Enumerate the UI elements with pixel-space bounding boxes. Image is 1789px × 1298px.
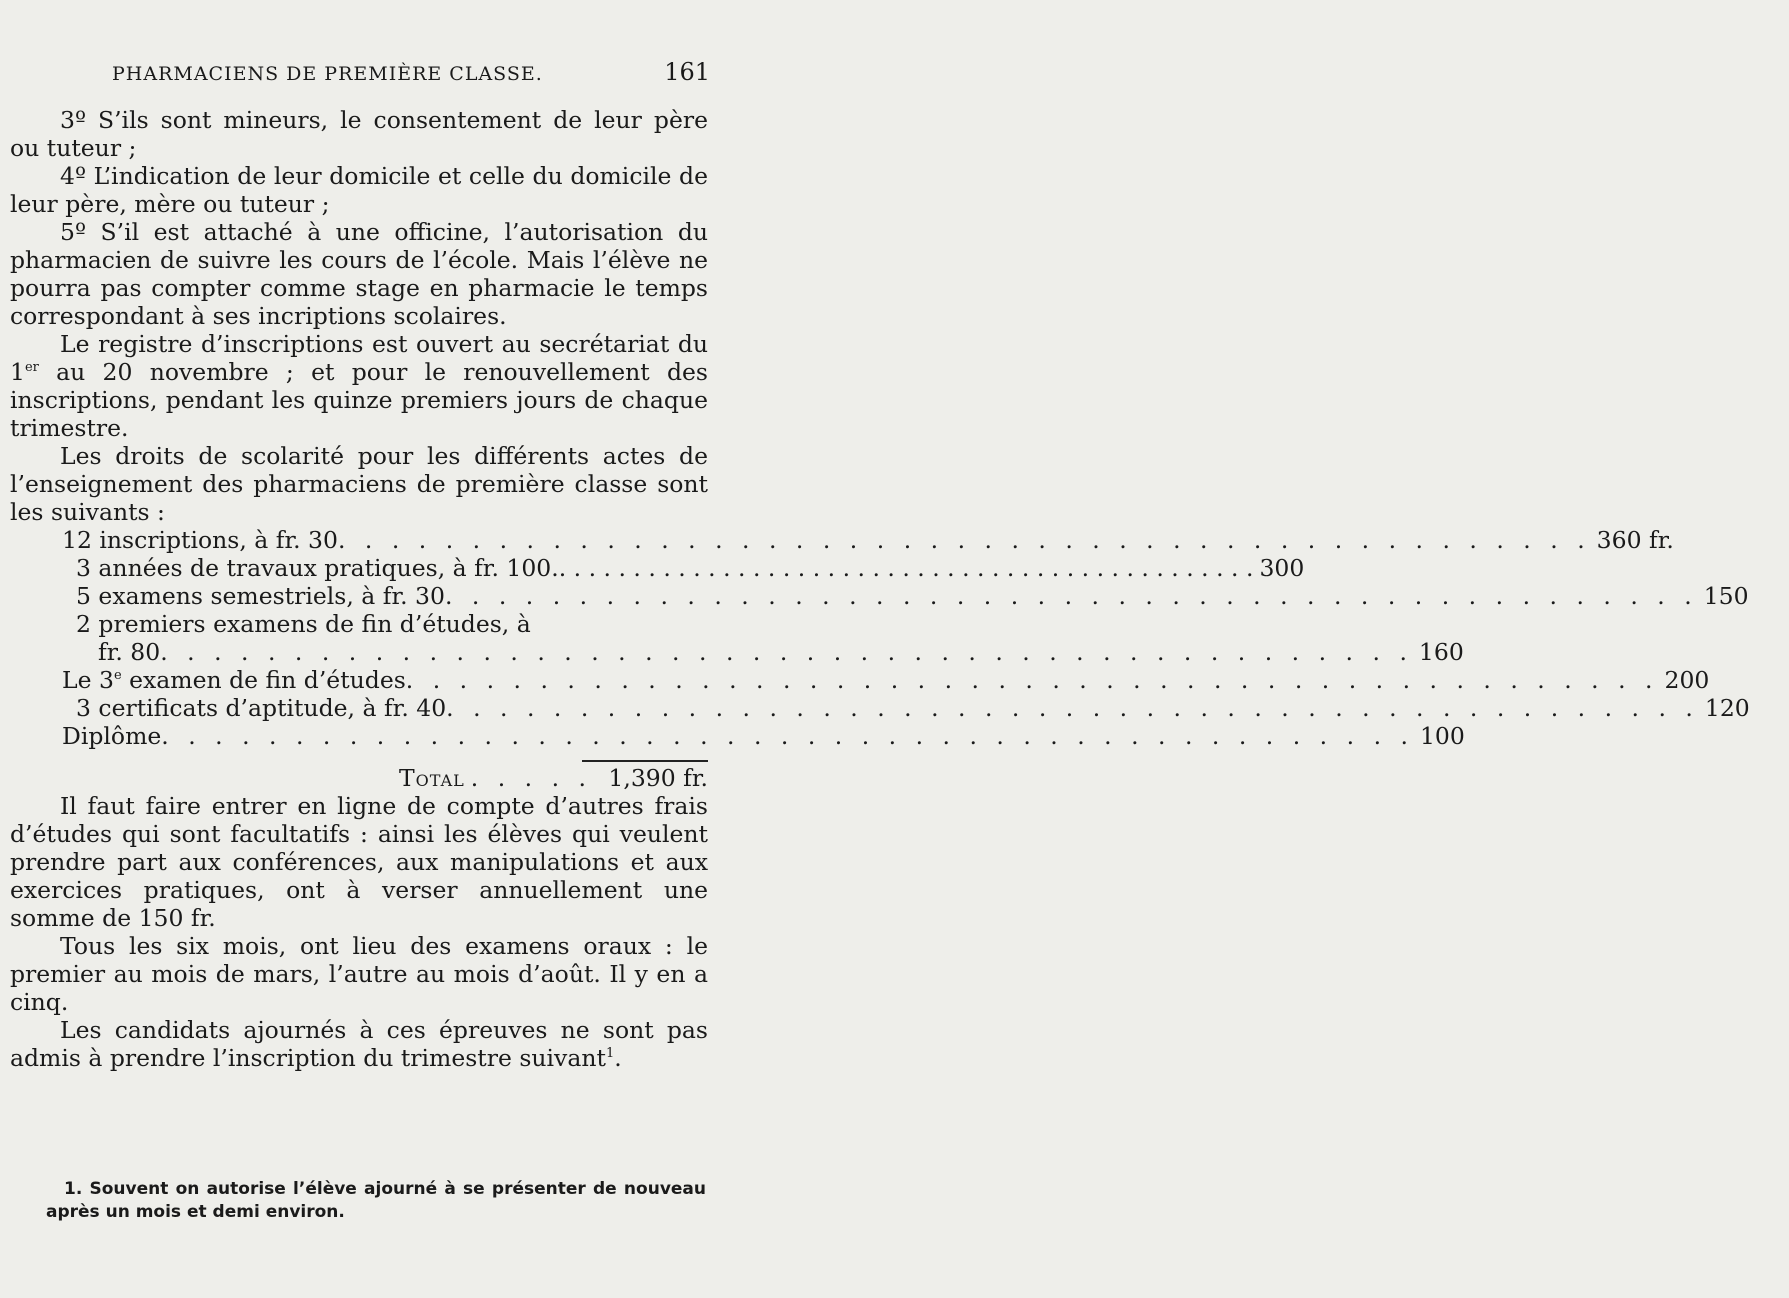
fee-label: 12 inscriptions, à fr. 30 bbox=[62, 526, 338, 554]
adjourned-text: Les candidats ajournés à ces épreuves ne sont pas admis à prendre l’inscription du trimestre suivant bbox=[10, 1016, 708, 1072]
paragraph-fees-intro: Les droits de scolarité pour les différents actes de l’enseignement des pharmaciens de première classe sont les suivants : bbox=[10, 442, 708, 526]
leader-dots bbox=[161, 722, 1414, 750]
fee-amount: 200 bbox=[1664, 666, 1710, 694]
fee-row bbox=[10, 582, 1749, 610]
fee-amount: 160 bbox=[1418, 638, 1464, 666]
fee-label: Diplôme bbox=[62, 722, 162, 750]
fee-row bbox=[10, 666, 1710, 694]
total-row bbox=[10, 764, 708, 792]
running-header bbox=[112, 58, 710, 86]
fee-label-b: examen de fin d’études bbox=[121, 666, 406, 694]
fee-row bbox=[10, 610, 708, 638]
fee-amount: 120 bbox=[1704, 694, 1750, 722]
fee-label: 5 examens semestriels, à fr. 30 bbox=[76, 582, 445, 610]
footnote-text: 1. Souvent on autorise l’élève ajourné à se présenter de nouveau après un mois et demi environ. bbox=[46, 1179, 706, 1222]
registry-ordinal: er bbox=[24, 360, 39, 376]
fee-table bbox=[10, 526, 1750, 792]
fee-label: 2 premiers examens de fin d’études, à bbox=[76, 610, 531, 638]
fee-amount: 100 bbox=[1419, 722, 1465, 750]
leader-spacer bbox=[559, 554, 1254, 582]
adjourned-end: . bbox=[614, 1044, 622, 1072]
paragraph-oral-exams: Tous les six mois, ont lieu des examens oraux : le premier au mois de mars, l’autre au mois d’août. Il y en a cinq. bbox=[10, 932, 708, 1016]
fee-row bbox=[10, 638, 1464, 666]
fee-amount: 150 bbox=[1703, 582, 1749, 610]
fee-amount: 300 bbox=[1259, 554, 1305, 582]
registry-text-a: Le registre d’inscriptions est ouvert au secrétariat du 1 bbox=[10, 330, 708, 386]
sum-rule bbox=[582, 760, 708, 762]
paragraph-item-3: 3º S’ils sont mineurs, le consentement de leur père ou tuteur ; bbox=[10, 106, 708, 162]
fee-label-a: Le 3 bbox=[62, 666, 114, 694]
fee-label: 3 années de travaux pratiques, à fr. 100. bbox=[76, 554, 559, 582]
total-label: Total bbox=[398, 764, 465, 792]
fee-row bbox=[10, 694, 1750, 722]
fee-label bbox=[62, 666, 406, 694]
main-text bbox=[10, 106, 1750, 1072]
paragraph-adjourned bbox=[10, 1016, 708, 1072]
fee-label: fr. 80 bbox=[98, 638, 161, 666]
footnote bbox=[46, 1178, 706, 1224]
fee-row bbox=[10, 554, 1305, 582]
running-title: PHARMACIENS DE PREMIÈRE CLASSE. bbox=[112, 63, 543, 85]
fee-row bbox=[10, 526, 1674, 554]
leader-dots bbox=[160, 638, 1413, 666]
page-number: 161 bbox=[664, 58, 710, 86]
paragraph-registry bbox=[10, 330, 708, 442]
paragraph-item-4: 4º L’indication de leur domicile et celle du domicile de leur père, mère ou tuteur ; bbox=[10, 162, 708, 218]
fee-amount: 360 fr. bbox=[1596, 526, 1674, 554]
fee-ordinal: e bbox=[113, 668, 122, 684]
leader-dots bbox=[406, 666, 1659, 694]
paragraph-item-5: 5º S’il est attaché à une officine, l’autorisation du pharmacien de suivre les cours de l’école. Mais l’élève ne pourra pas compter comme stage en pharmacie le temps correspondant à ses incriptions scolaires. bbox=[10, 218, 708, 330]
leader-dots bbox=[446, 694, 1699, 722]
fee-label: 3 certificats d’aptitude, à fr. 40 bbox=[76, 694, 447, 722]
leader-dots bbox=[338, 526, 1591, 554]
registry-text-b: au 20 novembre ; et pour le renouvellement des inscriptions, pendant les quinze premiers jours de chaque trimestre. bbox=[10, 358, 708, 442]
total-amount: 1,390 fr. bbox=[608, 764, 708, 792]
paragraph-optional-fees: Il faut faire entrer en ligne de compte d’autres frais d’études qui sont facultatifs : ainsi les élèves qui veulent prendre part aux conférences, aux manipulations et aux exercices pratiques, ont à verser annuellement une somme de 150 fr. bbox=[10, 792, 708, 932]
fee-row bbox=[10, 722, 1465, 750]
footnote-ref: 1 bbox=[605, 1046, 615, 1062]
leader-dots: . . . . . bbox=[470, 764, 592, 792]
leader-dots bbox=[445, 582, 1698, 610]
